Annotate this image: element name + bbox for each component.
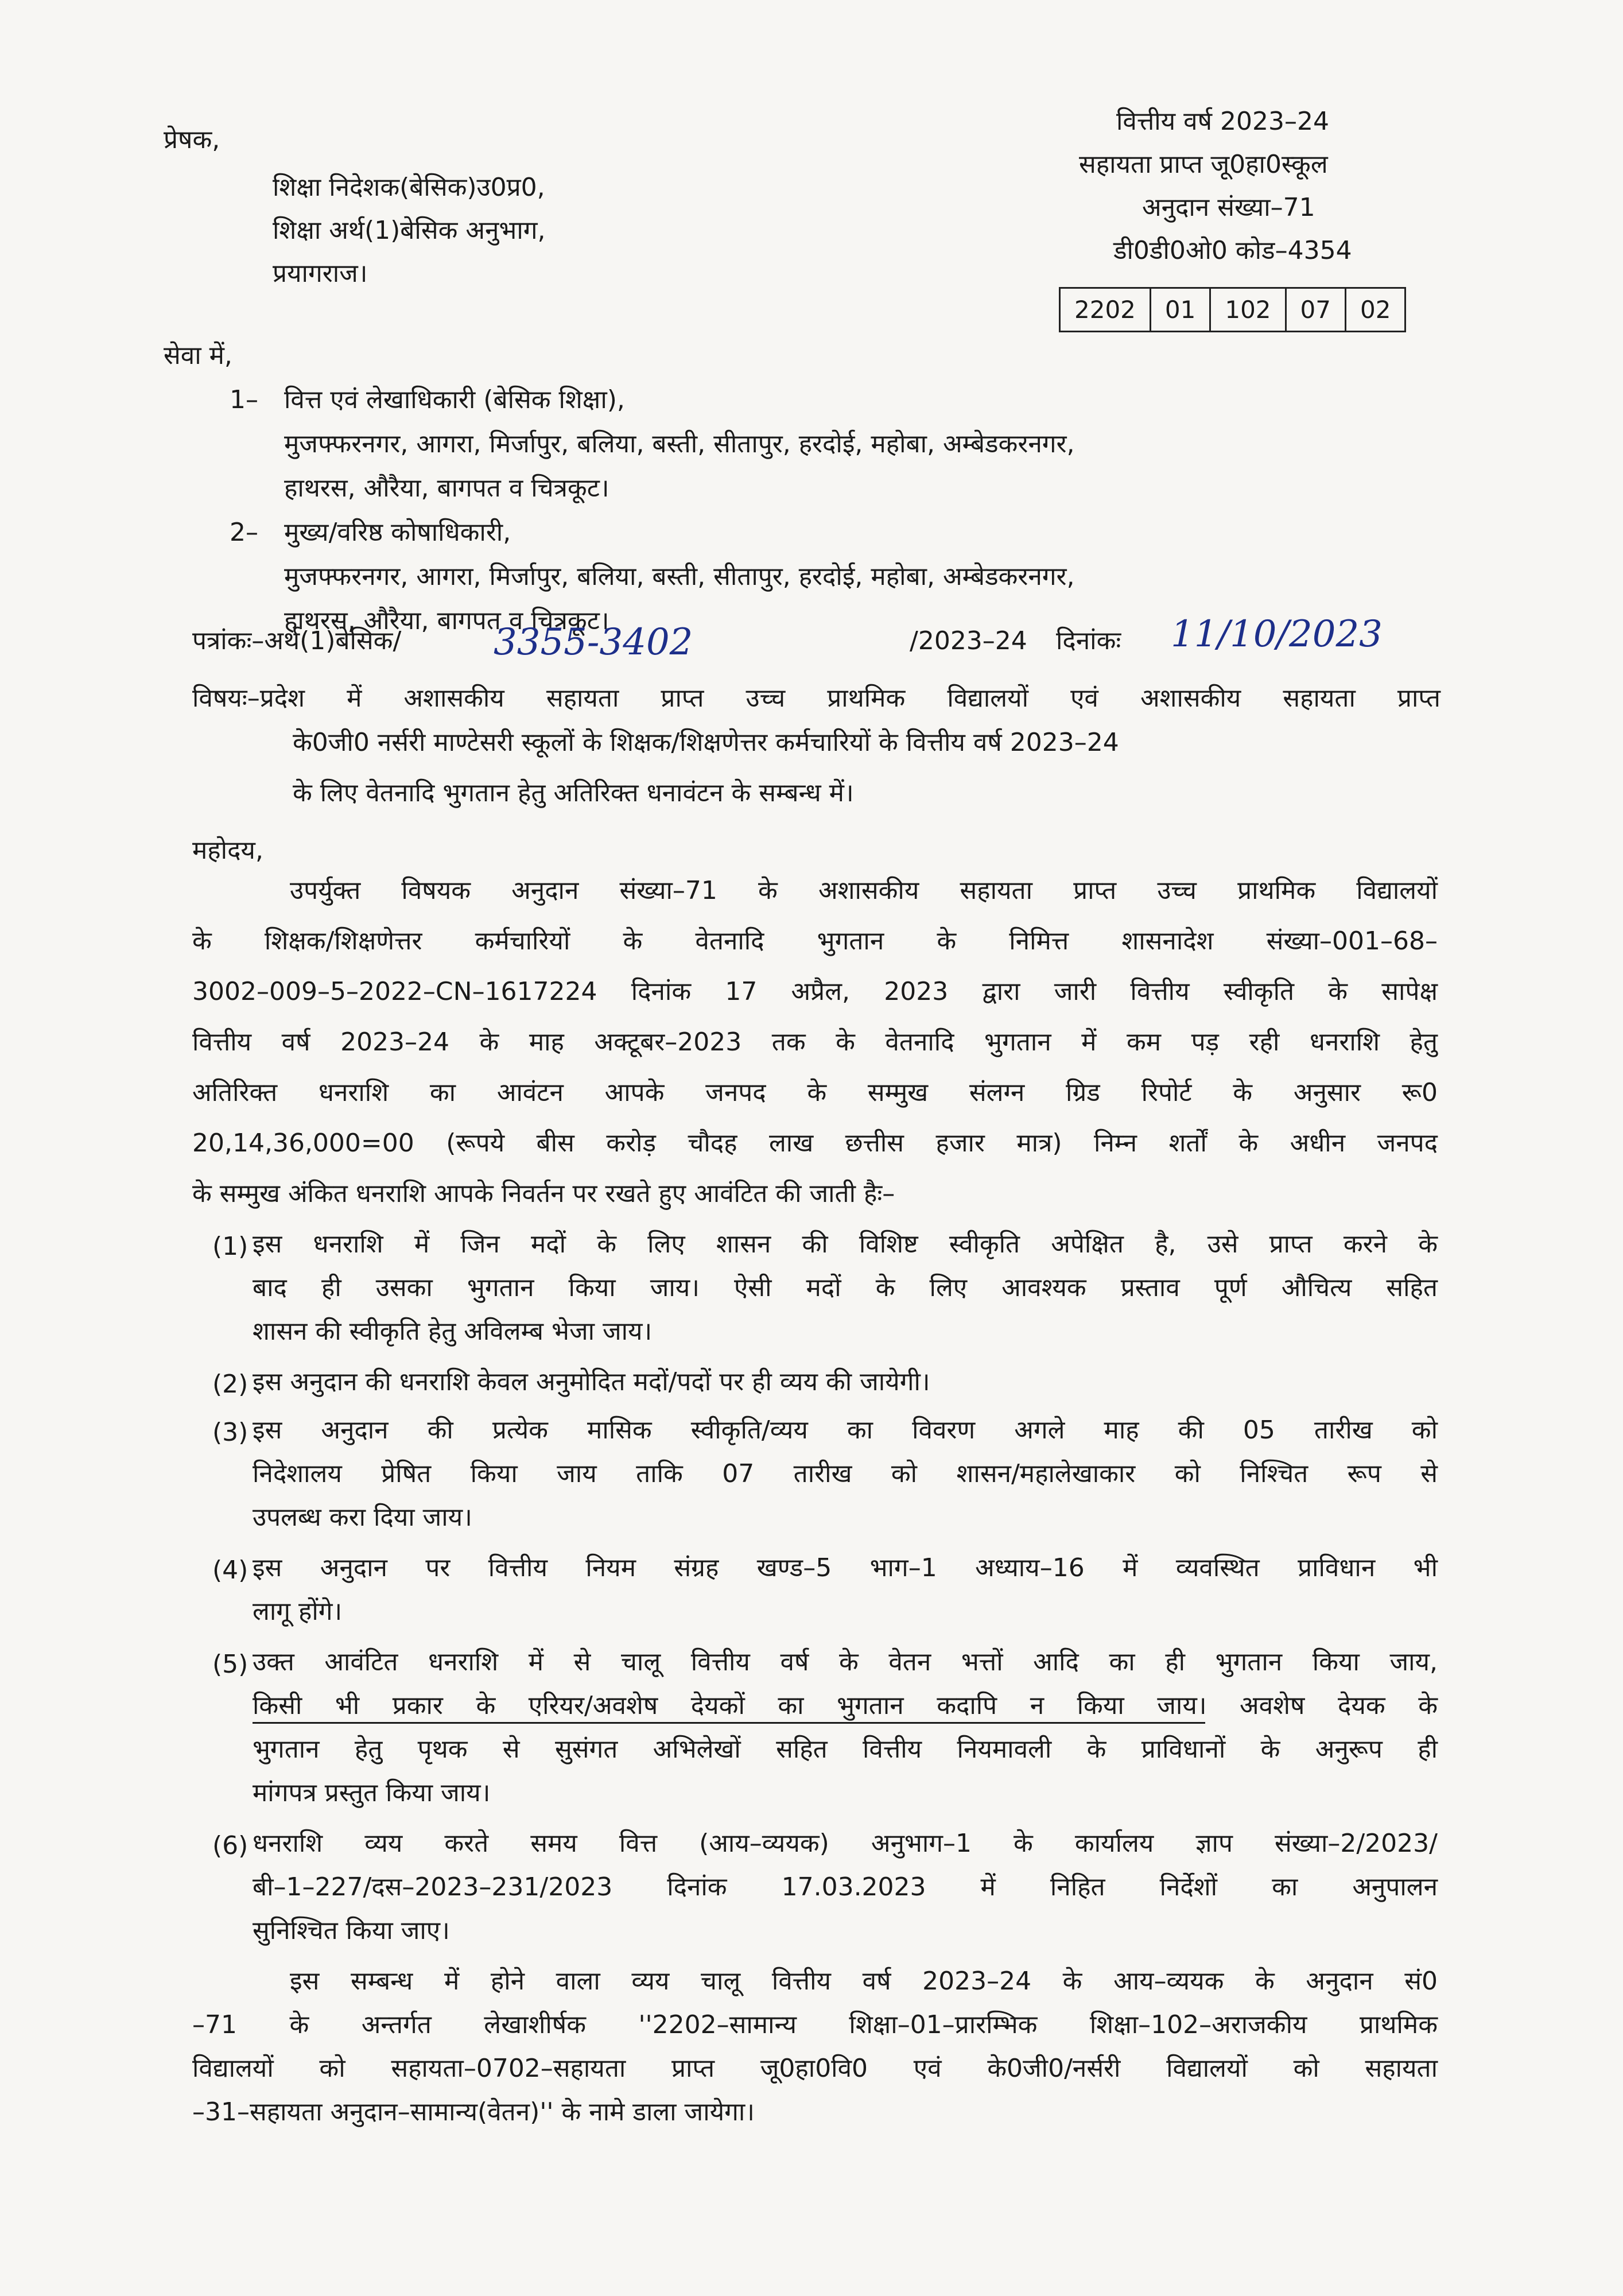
date-label: दिनांकः [1056, 626, 1121, 656]
condition-line: उपलब्ध करा दिया जाय। [253, 1503, 472, 1532]
letter-number-year: /2023–24 [910, 626, 1027, 656]
condition-number: (3) [212, 1418, 249, 1447]
condition-line: इस अनुदान की धनराशि केवल अनुमोदित मदों/पदों पर ही व्यय की जायेगी। [253, 1367, 930, 1397]
recipients-label: सेवा में, [164, 341, 232, 370]
subject-line: के लिए वेतनादि भुगतान हेतु अतिरिक्त धनावंटन के सम्बन्ध में। [293, 778, 854, 808]
condition-number: (5) [212, 1650, 249, 1679]
body-line: अतिरिक्त धनराशि का आवंटन आपके जनपद के सम्मुख संलग्न ग्रिड रिपोर्ट के अनुसार रू0 [192, 1078, 1438, 1107]
condition-line: इस अनुदान की प्रत्येक मासिक स्वीकृति/व्यय का विवरण अगले माह की 05 तारीख को [253, 1415, 1438, 1445]
condition-line: भुगतान हेतु पृथक से सुसंगत अभिलेखों सहित वित्तीय नियमावली के प्राविधानों के अनुरूप ही [253, 1735, 1438, 1764]
budget-code-table [1059, 287, 1406, 332]
condition-line: इस अनुदान पर वित्तीय नियम संग्रह खण्ड–5 भाग–1 अध्याय–16 में व्यवस्थित प्राविधान भी [253, 1553, 1438, 1583]
recipient-districts: मुजफ्फरनगर, आगरा, मिर्जापुर, बलिया, बस्ती, सीतापुर, हरदोई, महोबा, अम्बेडकरनगर, [284, 562, 1075, 591]
budget-code-cell: 01 [1150, 288, 1210, 332]
condition-line: मांगपत्र प्रस्तुत किया जाय। [253, 1778, 491, 1808]
condition-number: (2) [212, 1370, 249, 1399]
closing-line: –71 के अन्तर्गत लेखाशीर्षक ''2202–सामान्य शिक्षा–01–प्रारम्भिक शिक्षा–102–अराजकीय प्राथमिक [192, 2010, 1438, 2039]
header-ddo-code: डी0डी0ओ0 कोड–4354 [1113, 236, 1352, 265]
condition-line: धनराशि व्यय करते समय वित्त (आय–व्ययक) अनुभाग–1 के कार्यालय ज्ञाप संख्या–2/2023/ [253, 1829, 1438, 1858]
handwritten-letter-number: 3355-3402 [494, 621, 693, 664]
condition-line: सुनिश्चित किया जाए। [253, 1916, 450, 1945]
condition-line: शासन की स्वीकृति हेतु अविलम्ब भेजा जाय। [253, 1317, 653, 1346]
subject-line: विषयः–प्रदेश में अशासकीय सहायता प्राप्त उच्च प्राथमिक विद्यालयों एवं अशासकीय सहायता प्राप्त [192, 684, 1440, 713]
handwritten-date: 11/10/2023 [1171, 613, 1383, 656]
budget-code-cell: 02 [1345, 288, 1405, 332]
subject-line: के0जी0 नर्सरी माण्टेसरी स्कूलों के शिक्षक/शिक्षणेत्तर कर्मचारियों के वित्तीय वर्ष 2023–24 [293, 728, 1119, 757]
condition-number: (1) [212, 1232, 249, 1261]
closing-line: –31–सहायता अनुदान–सामान्य(वेतन)'' के नामे डाला जायेगा। [192, 2097, 755, 2127]
condition-line: उक्त आवंटित धनराशि में से चालू वित्तीय वर्ष के वेतन भत्तों आदि का ही भुगतान किया जाय, [253, 1647, 1438, 1677]
sender-line: शिक्षा अर्थ(1)बेसिक अनुभाग, [273, 216, 546, 245]
body-line: 3002–009–5–2022–CN–1617224 दिनांक 17 अप्रैल, 2023 द्वारा जारी वित्तीय स्वीकृति के सापेक्ष [192, 977, 1438, 1006]
sender-line: शिक्षा निदेशक(बेसिक)उ0प्र0, [273, 173, 545, 202]
salutation: महोदय, [192, 836, 263, 865]
body-line: 20,14,36,000=00 (रूपये बीस करोड़ चौदह लाख छत्तीस हजार मात्र) निम्न शर्तों के अधीन जनपद [192, 1128, 1438, 1158]
budget-code-cell: 2202 [1060, 288, 1151, 332]
body-line: वित्तीय वर्ष 2023–24 के माह अक्टूबर–2023 तक के वेतनादि भुगतान में कम पड़ रही धनराशि हेतु [192, 1027, 1438, 1057]
recipient-districts: हाथरस, औरैया, बागपत व चित्रकूट। [284, 474, 609, 503]
sender-label: प्रेषक, [164, 125, 220, 154]
budget-code-cell: 102 [1210, 288, 1286, 332]
recipient-districts: मुजफ्फरनगर, आगरा, मिर्जापुर, बलिया, बस्ती, सीतापुर, हरदोई, महोबा, अम्बेडकरनगर, [284, 429, 1075, 459]
closing-line: विद्यालयों को सहायता–0702–सहायता प्राप्त जू0हा0वि0 एवं के0जी0/नर्सरी विद्यालयों को सहायता [192, 2054, 1438, 2083]
body-line: के सम्मुख अंकित धनराशि आपके निवर्तन पर रखते हुए आवंटित की जाती हैः– [192, 1179, 895, 1208]
underline-rule [253, 1722, 1205, 1724]
header-financial-year: वित्तीय वर्ष 2023–24 [1116, 107, 1330, 136]
condition-line-underlined: किसी भी प्रकार के एरियर/अवशेष देयकों का भुगतान कदापि न किया जाय। अवशेष देयक के [253, 1691, 1438, 1720]
budget-code-cell: 07 [1286, 288, 1345, 332]
closing-line: इस सम्बन्ध में होने वाला व्यय चालू वित्तीय वर्ष 2023–24 के आय–व्ययक के अनुदान सं0 [290, 1967, 1438, 1996]
condition-line: लागू होंगे। [253, 1597, 343, 1626]
condition-line: बी–1–227/दस–2023–231/2023 दिनांक 17.03.2023 में निहित निर्देशों का अनुपालन [253, 1872, 1438, 1902]
body-line: के शिक्षक/शिक्षणेत्तर कर्मचारियों के वेतनादि भुगतान के निमित्त शासनादेश संख्या–001–68– [192, 926, 1438, 956]
condition-number: (6) [212, 1831, 249, 1860]
recipient-districts: हाथरस, औरैया, बागपत व चित्रकूट। [284, 606, 609, 635]
condition-line: बाद ही उसका भुगतान किया जाय। ऐसी मदों के लिए आवश्यक प्रस्ताव पूर्ण औचित्य सहित [253, 1273, 1438, 1302]
sender-line: प्रयागराज। [273, 259, 368, 288]
recipient-number: 2– [230, 518, 258, 547]
recipient-title: मुख्य/वरिष्ठ कोषाधिकारी, [284, 518, 511, 547]
header-grant-number: अनुदान संख्या–71 [1142, 193, 1315, 222]
condition-number: (4) [212, 1556, 249, 1585]
header-school-type: सहायता प्राप्त जू0हा0स्कूल [1079, 150, 1328, 179]
condition-line: निदेशालय प्रेषित किया जाय ताकि 07 तारीख को शासन/महालेखाकार को निश्चित रूप से [253, 1459, 1438, 1488]
letter-number-prefix: पत्रांकः–अर्थ(1)बेसिक/ [192, 626, 402, 656]
recipient-title: वित्त एवं लेखाधिकारी (बेसिक शिक्षा), [284, 385, 625, 414]
condition-line: इस धनराशि में जिन मदों के लिए शासन की विशिष्ट स्वीकृति अपेक्षित है, उसे प्राप्त करने के [253, 1230, 1438, 1259]
recipient-number: 1– [230, 385, 258, 414]
body-line: उपर्युक्त विषयक अनुदान संख्या–71 के अशासकीय सहायता प्राप्त उच्च प्राथमिक विद्यालयों [290, 876, 1438, 905]
